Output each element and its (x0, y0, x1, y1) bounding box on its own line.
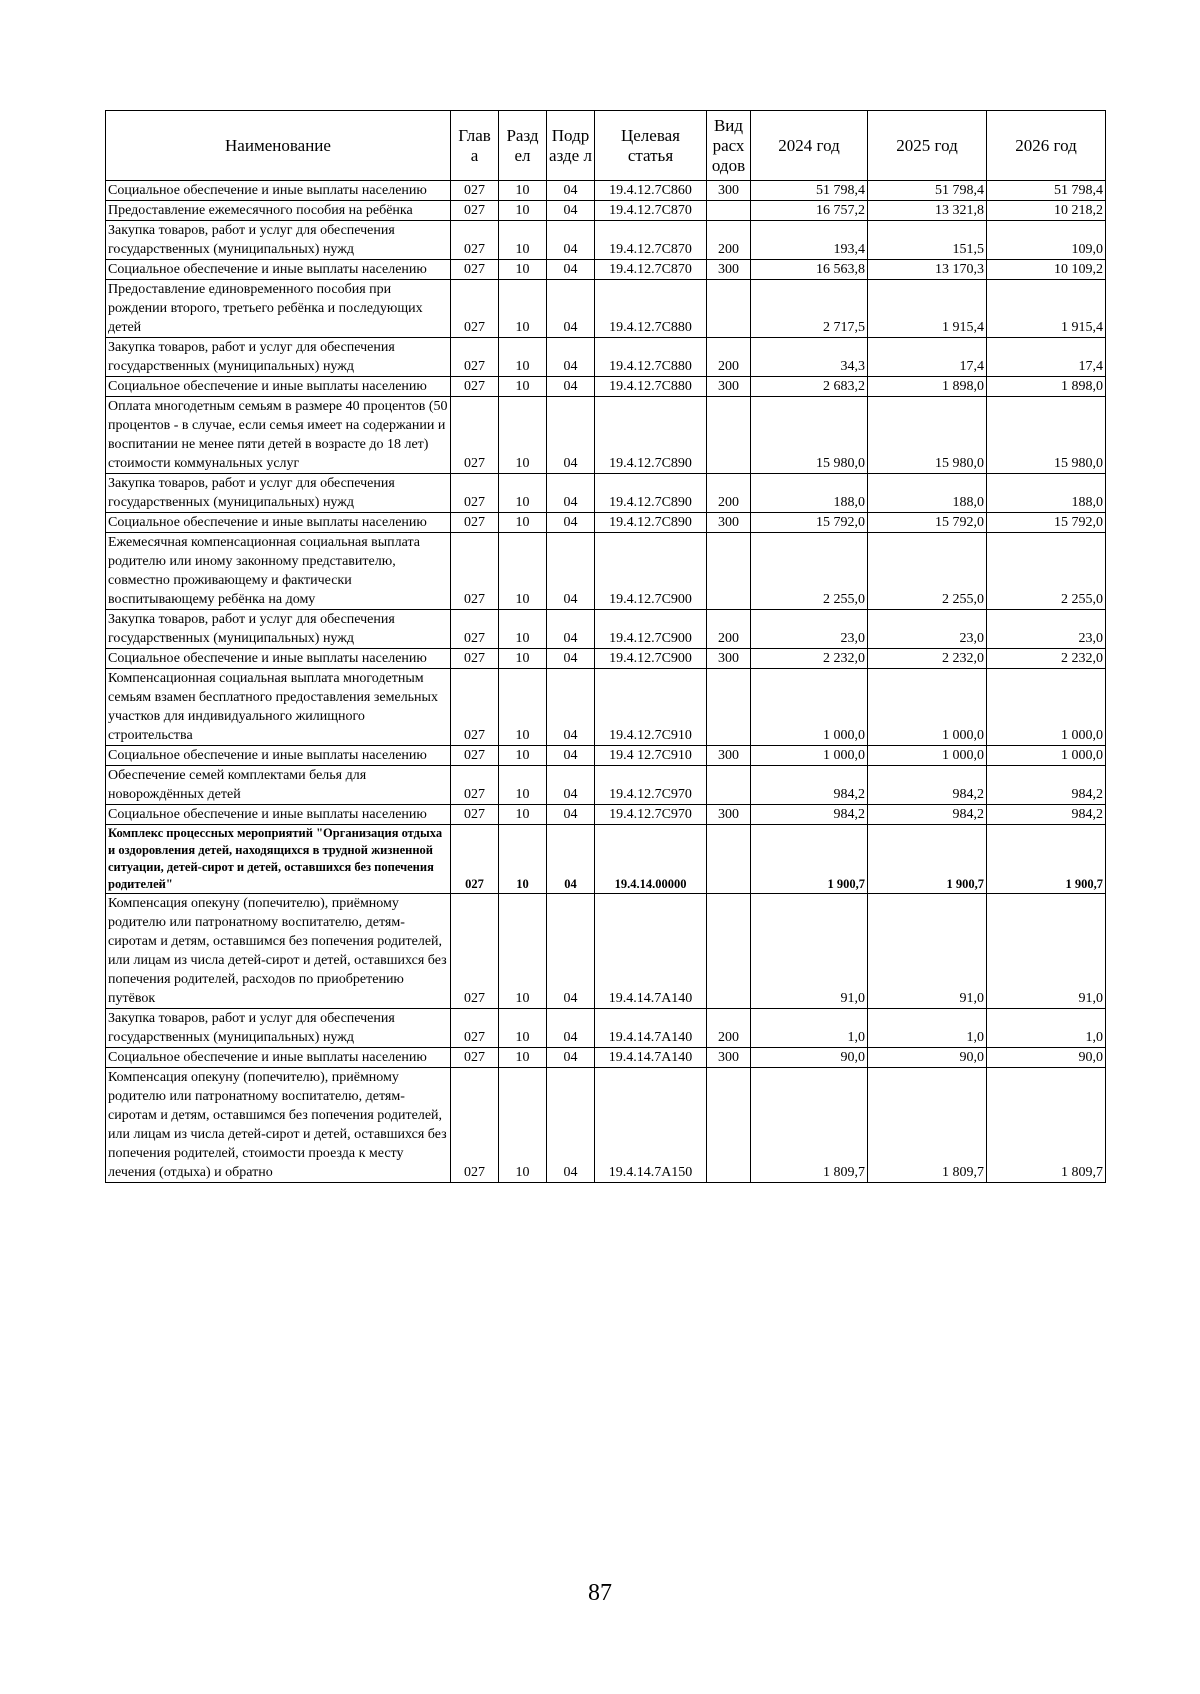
cell-glava: 027 (451, 513, 499, 533)
cell-2025: 984,2 (868, 766, 987, 805)
cell-2024: 15 792,0 (751, 513, 868, 533)
cell-vid-rashodov (707, 533, 751, 610)
table-row (106, 1068, 1106, 1183)
cell-glava: 027 (451, 894, 499, 1009)
cell-glava: 027 (451, 746, 499, 766)
cell-vid-rashodov (707, 766, 751, 805)
cell-2024: 2 717,5 (751, 280, 868, 338)
cell-razdel: 10 (499, 201, 547, 221)
cell-razdel: 10 (499, 377, 547, 397)
table-row (106, 377, 1106, 397)
cell-vid-rashodov: 200 (707, 1009, 751, 1048)
cell-2025: 13 321,8 (868, 201, 987, 221)
cell-vid-rashodov: 300 (707, 377, 751, 397)
cell-name: Закупка товаров, работ и услуг для обеспечения государственных (муниципальных) нужд (106, 1009, 451, 1048)
cell-vid-rashodov (707, 397, 751, 474)
header-podrazdel: Подр азде л (547, 111, 595, 181)
cell-razdel: 10 (499, 669, 547, 746)
cell-name: Закупка товаров, работ и услуг для обеспечения государственных (муниципальных) нужд (106, 474, 451, 513)
cell-2024: 1 000,0 (751, 669, 868, 746)
cell-2025: 188,0 (868, 474, 987, 513)
cell-podrazdel: 04 (547, 610, 595, 649)
cell-2025: 1,0 (868, 1009, 987, 1048)
cell-name: Компенсация опекуну (попечителю), приёмному родителю или патронатному воспитателю, детям-сиротам и детям, оставшимся без попечения родителей, или лицам из числа детей-сирот и детей, оставшихся без попечения родителей, стоимости проезда к месту лечения (отдыха) и обратно (106, 1068, 451, 1183)
cell-name: Социальное обеспечение и иные выплаты населению (106, 805, 451, 825)
cell-vid-rashodov: 300 (707, 260, 751, 280)
cell-tselevaya-statya: 19.4.12.7C880 (595, 280, 707, 338)
cell-2024: 34,3 (751, 338, 868, 377)
cell-podrazdel: 04 (547, 338, 595, 377)
cell-podrazdel: 04 (547, 649, 595, 669)
header-2026: 2026 год (987, 111, 1106, 181)
cell-2024: 2 683,2 (751, 377, 868, 397)
table-row (106, 649, 1106, 669)
cell-2024: 16 757,2 (751, 201, 868, 221)
cell-vid-rashodov: 200 (707, 338, 751, 377)
cell-2024: 16 563,8 (751, 260, 868, 280)
cell-glava: 027 (451, 221, 499, 260)
cell-glava: 027 (451, 201, 499, 221)
cell-2026: 17,4 (987, 338, 1106, 377)
cell-2026: 188,0 (987, 474, 1106, 513)
cell-tselevaya-statya: 19.4.14.7A140 (595, 1009, 707, 1048)
cell-razdel: 10 (499, 260, 547, 280)
cell-2024: 1 809,7 (751, 1068, 868, 1183)
table-row (106, 669, 1106, 746)
cell-2026: 1 000,0 (987, 746, 1106, 766)
cell-tselevaya-statya: 19.4.12.7C870 (595, 201, 707, 221)
cell-podrazdel: 04 (547, 201, 595, 221)
cell-2024: 51 798,4 (751, 181, 868, 201)
cell-podrazdel: 04 (547, 221, 595, 260)
cell-vid-rashodov (707, 825, 751, 894)
cell-2025: 1 915,4 (868, 280, 987, 338)
cell-tselevaya-statya: 19.4.12.7C900 (595, 649, 707, 669)
table-row (106, 766, 1106, 805)
cell-glava: 027 (451, 280, 499, 338)
cell-2025: 17,4 (868, 338, 987, 377)
cell-glava: 027 (451, 649, 499, 669)
cell-2026: 15 980,0 (987, 397, 1106, 474)
cell-2026: 15 792,0 (987, 513, 1106, 533)
cell-name: Закупка товаров, работ и услуг для обеспечения государственных (муниципальных) нужд (106, 610, 451, 649)
cell-podrazdel: 04 (547, 1009, 595, 1048)
cell-2025: 90,0 (868, 1048, 987, 1068)
cell-tselevaya-statya: 19.4.12.7C970 (595, 766, 707, 805)
cell-2025: 23,0 (868, 610, 987, 649)
cell-name: Закупка товаров, работ и услуг для обеспечения государственных (муниципальных) нужд (106, 221, 451, 260)
cell-name: Закупка товаров, работ и услуг для обеспечения государственных (муниципальных) нужд (106, 338, 451, 377)
cell-2025: 91,0 (868, 894, 987, 1009)
table-header-row (106, 111, 1106, 181)
cell-2025: 1 000,0 (868, 669, 987, 746)
cell-razdel: 10 (499, 513, 547, 533)
cell-podrazdel: 04 (547, 669, 595, 746)
cell-podrazdel: 04 (547, 766, 595, 805)
cell-2025: 13 170,3 (868, 260, 987, 280)
cell-glava: 027 (451, 260, 499, 280)
cell-name: Компенсация опекуну (попечителю), приёмному родителю или патронатному воспитателю, детям-сиротам и детям, оставшимся без попечения родителей, или лицам из числа детей-сирот и детей, оставшихся без попечения родителей, расходов по приобретению путёвок (106, 894, 451, 1009)
table-row (106, 260, 1106, 280)
cell-vid-rashodov (707, 894, 751, 1009)
cell-2024: 1 900,7 (751, 825, 868, 894)
cell-2026: 91,0 (987, 894, 1106, 1009)
cell-podrazdel: 04 (547, 825, 595, 894)
cell-name: Социальное обеспечение и иные выплаты населению (106, 377, 451, 397)
cell-tselevaya-statya: 19.4.12.7C890 (595, 513, 707, 533)
cell-name: Ежемесячная компенсационная социальная выплата родителю или иному законному представителю, совместно проживающему и фактически воспитывающему ребёнка на дому (106, 533, 451, 610)
cell-vid-rashodov: 200 (707, 221, 751, 260)
table-row (106, 1009, 1106, 1048)
cell-2026: 23,0 (987, 610, 1106, 649)
cell-podrazdel: 04 (547, 377, 595, 397)
cell-tselevaya-statya: 19.4.14.00000 (595, 825, 707, 894)
cell-razdel: 10 (499, 1048, 547, 1068)
cell-glava: 027 (451, 610, 499, 649)
cell-2024: 90,0 (751, 1048, 868, 1068)
cell-razdel: 10 (499, 221, 547, 260)
cell-vid-rashodov: 300 (707, 181, 751, 201)
cell-tselevaya-statya: 19.4.14.7A150 (595, 1068, 707, 1183)
cell-2026: 1,0 (987, 1009, 1106, 1048)
header-razdel: Разд ел (499, 111, 547, 181)
header-name: Наименование (106, 111, 451, 181)
cell-2025: 15 792,0 (868, 513, 987, 533)
cell-2024: 2 232,0 (751, 649, 868, 669)
cell-2025: 51 798,4 (868, 181, 987, 201)
cell-2025: 1 000,0 (868, 746, 987, 766)
table-row (106, 181, 1106, 201)
cell-podrazdel: 04 (547, 474, 595, 513)
header-tselevaya-statya: Целевая статья (595, 111, 707, 181)
table-body (106, 181, 1106, 1183)
cell-podrazdel: 04 (547, 805, 595, 825)
cell-tselevaya-statya: 19.4.12.7C860 (595, 181, 707, 201)
cell-vid-rashodov: 300 (707, 805, 751, 825)
cell-podrazdel: 04 (547, 181, 595, 201)
cell-razdel: 10 (499, 1009, 547, 1048)
cell-name: Компенсационная социальная выплата многодетным семьям взамен бесплатного предоставления земельных участков для индивидуального жилищного строительства (106, 669, 451, 746)
cell-2026: 1 915,4 (987, 280, 1106, 338)
table-row (106, 397, 1106, 474)
cell-glava: 027 (451, 338, 499, 377)
cell-podrazdel: 04 (547, 1068, 595, 1183)
cell-podrazdel: 04 (547, 260, 595, 280)
cell-2026: 1 809,7 (987, 1068, 1106, 1183)
cell-2026: 1 000,0 (987, 669, 1106, 746)
budget-table (105, 110, 1106, 1183)
cell-2026: 2 232,0 (987, 649, 1106, 669)
cell-tselevaya-statya: 19.4.12.7C900 (595, 610, 707, 649)
cell-tselevaya-statya: 19.4.12.7C870 (595, 221, 707, 260)
cell-razdel: 10 (499, 610, 547, 649)
cell-vid-rashodov: 200 (707, 474, 751, 513)
cell-2024: 1 000,0 (751, 746, 868, 766)
table-row (106, 894, 1106, 1009)
cell-vid-rashodov (707, 201, 751, 221)
cell-2025: 1 809,7 (868, 1068, 987, 1183)
cell-tselevaya-statya: 19.4.12.7C870 (595, 260, 707, 280)
cell-glava: 027 (451, 805, 499, 825)
table-row (106, 474, 1106, 513)
table-row (106, 513, 1106, 533)
cell-tselevaya-statya: 19.4.14.7A140 (595, 1048, 707, 1068)
cell-vid-rashodov (707, 669, 751, 746)
cell-tselevaya-statya: 19.4.14.7A140 (595, 894, 707, 1009)
table-row (106, 610, 1106, 649)
cell-name: Социальное обеспечение и иные выплаты населению (106, 1048, 451, 1068)
cell-glava: 027 (451, 377, 499, 397)
cell-2025: 984,2 (868, 805, 987, 825)
cell-2024: 23,0 (751, 610, 868, 649)
cell-vid-rashodov: 300 (707, 513, 751, 533)
cell-tselevaya-statya: 19.4.12.7C970 (595, 805, 707, 825)
cell-2024: 193,4 (751, 221, 868, 260)
table-row (106, 533, 1106, 610)
cell-2026: 2 255,0 (987, 533, 1106, 610)
cell-tselevaya-statya: 19.4.12.7C890 (595, 397, 707, 474)
cell-podrazdel: 04 (547, 894, 595, 1009)
table-row (106, 338, 1106, 377)
cell-name: Предоставление единовременного пособия при рождении второго, третьего ребёнка и последующих детей (106, 280, 451, 338)
cell-name: Социальное обеспечение и иные выплаты населению (106, 513, 451, 533)
cell-razdel: 10 (499, 805, 547, 825)
cell-razdel: 10 (499, 1068, 547, 1183)
cell-vid-rashodov: 300 (707, 649, 751, 669)
cell-razdel: 10 (499, 746, 547, 766)
table-row (106, 1048, 1106, 1068)
cell-name: Оплата многодетным семьям в размере 40 процентов (50 процентов - в случае, если семья имеет на содержании и воспитании не менее пяти детей в возрасте до 18 лет) стоимости коммунальных услуг (106, 397, 451, 474)
cell-2026: 10 218,2 (987, 201, 1106, 221)
cell-2025: 1 900,7 (868, 825, 987, 894)
cell-razdel: 10 (499, 533, 547, 610)
cell-tselevaya-statya: 19.4 12.7C910 (595, 746, 707, 766)
cell-vid-rashodov (707, 280, 751, 338)
cell-glava: 027 (451, 1048, 499, 1068)
cell-razdel: 10 (499, 825, 547, 894)
cell-tselevaya-statya: 19.4.12.7C910 (595, 669, 707, 746)
cell-glava: 027 (451, 1009, 499, 1048)
cell-podrazdel: 04 (547, 746, 595, 766)
cell-tselevaya-statya: 19.4.12.7C880 (595, 338, 707, 377)
cell-razdel: 10 (499, 280, 547, 338)
cell-glava: 027 (451, 825, 499, 894)
table-row (106, 746, 1106, 766)
cell-name: Социальное обеспечение и иные выплаты населению (106, 649, 451, 669)
cell-name: Социальное обеспечение и иные выплаты населению (106, 746, 451, 766)
cell-vid-rashodov (707, 1068, 751, 1183)
cell-razdel: 10 (499, 766, 547, 805)
budget-table-container (105, 110, 1105, 1183)
table-row (106, 201, 1106, 221)
cell-name: Социальное обеспечение и иные выплаты населению (106, 260, 451, 280)
cell-2024: 984,2 (751, 766, 868, 805)
cell-2024: 91,0 (751, 894, 868, 1009)
cell-razdel: 10 (499, 181, 547, 201)
cell-glava: 027 (451, 533, 499, 610)
cell-razdel: 10 (499, 894, 547, 1009)
table-row (106, 805, 1106, 825)
cell-glava: 027 (451, 1068, 499, 1183)
cell-2026: 1 898,0 (987, 377, 1106, 397)
cell-glava: 027 (451, 474, 499, 513)
cell-tselevaya-statya: 19.4.12.7C890 (595, 474, 707, 513)
cell-podrazdel: 04 (547, 533, 595, 610)
header-2024: 2024 год (751, 111, 868, 181)
table-row (106, 825, 1106, 894)
cell-razdel: 10 (499, 338, 547, 377)
cell-tselevaya-statya: 19.4.12.7C880 (595, 377, 707, 397)
cell-2025: 2 232,0 (868, 649, 987, 669)
cell-2026: 10 109,2 (987, 260, 1106, 280)
cell-2024: 188,0 (751, 474, 868, 513)
cell-podrazdel: 04 (547, 1048, 595, 1068)
cell-podrazdel: 04 (547, 280, 595, 338)
header-vid-rashodov: Вид расх одов (707, 111, 751, 181)
cell-2025: 151,5 (868, 221, 987, 260)
cell-podrazdel: 04 (547, 397, 595, 474)
cell-2026: 90,0 (987, 1048, 1106, 1068)
cell-glava: 027 (451, 766, 499, 805)
cell-2026: 984,2 (987, 766, 1106, 805)
table-row (106, 221, 1106, 260)
page-number: 87 (588, 1580, 612, 1606)
cell-2025: 1 898,0 (868, 377, 987, 397)
cell-name: Предоставление ежемесячного пособия на ребёнка (106, 201, 451, 221)
cell-name: Обеспечение семей комплектами белья для новорождённых детей (106, 766, 451, 805)
cell-2026: 51 798,4 (987, 181, 1106, 201)
cell-glava: 027 (451, 669, 499, 746)
cell-2026: 1 900,7 (987, 825, 1106, 894)
cell-name: Комплекс процессных мероприятий "Организация отдыха и оздоровления детей, находящихся в трудной жизненной ситуации, детей-сирот и детей, оставшихся без попечения родителей" (106, 825, 451, 894)
table-row (106, 280, 1106, 338)
cell-2026: 984,2 (987, 805, 1106, 825)
cell-vid-rashodov: 300 (707, 746, 751, 766)
header-2025: 2025 год (868, 111, 987, 181)
cell-glava: 027 (451, 181, 499, 201)
cell-tselevaya-statya: 19.4.12.7C900 (595, 533, 707, 610)
cell-podrazdel: 04 (547, 513, 595, 533)
cell-vid-rashodov: 200 (707, 610, 751, 649)
cell-glava: 027 (451, 397, 499, 474)
cell-2026: 109,0 (987, 221, 1106, 260)
cell-2024: 2 255,0 (751, 533, 868, 610)
cell-razdel: 10 (499, 474, 547, 513)
cell-razdel: 10 (499, 649, 547, 669)
cell-2025: 15 980,0 (868, 397, 987, 474)
cell-2024: 15 980,0 (751, 397, 868, 474)
cell-2024: 984,2 (751, 805, 868, 825)
header-glava: Глав а (451, 111, 499, 181)
cell-vid-rashodov: 300 (707, 1048, 751, 1068)
cell-razdel: 10 (499, 397, 547, 474)
cell-2024: 1,0 (751, 1009, 868, 1048)
cell-name: Социальное обеспечение и иные выплаты населению (106, 181, 451, 201)
cell-2025: 2 255,0 (868, 533, 987, 610)
